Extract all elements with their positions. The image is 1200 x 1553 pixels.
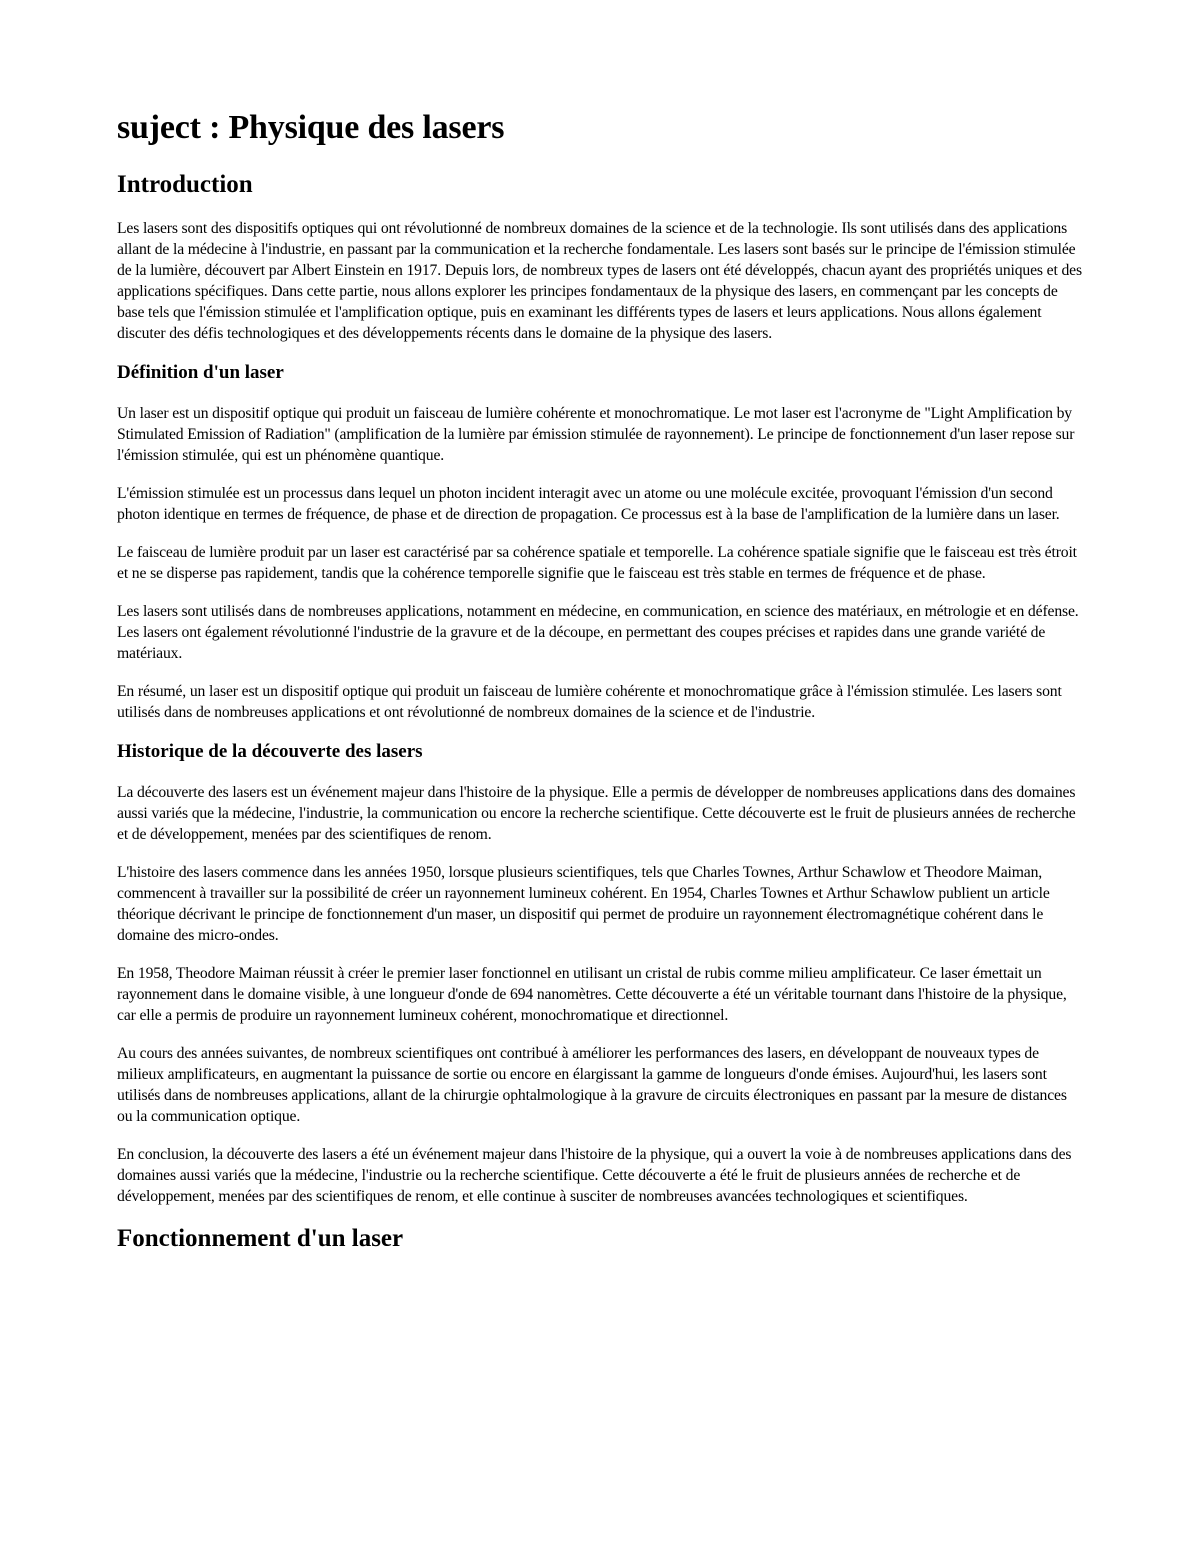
section-heading-introduction: Introduction bbox=[117, 171, 253, 198]
history-paragraph-4: Au cours des années suivantes, de nombreux scientifiques ont contribué à améliorer les performances des lasers, en développant de nouveaux types de milieux amplificateurs, en augmentant la puissance de sortie ou encore en élargissant la gamme de longueurs d'onde émises. Aujourd'hui, les lasers sont utilisés dans de nombreuses applications, allant de la chirurgie ophtalmologique à la gravure de circuits électroniques en passant par la mesure de distances ou la communication optique. bbox=[117, 1045, 1067, 1125]
definition-paragraph-2: L'émission stimulée est un processus dans lequel un photon incident interagit avec un atome ou une molécule excitée, provoquant l'émission d'un second photon identique en termes de fréquence, de phase et de direction de propagation. Ce processus est à la base de l'amplification de la lumière dans un laser. bbox=[117, 485, 1060, 523]
section-heading-functioning: Fonctionnement d'un laser bbox=[117, 1225, 404, 1252]
section-heading-definition: Définition d'un laser bbox=[117, 362, 284, 383]
history-paragraph-5: En conclusion, la découverte des lasers a été un événement majeur dans l'histoire de la physique, qui a ouvert la voie à de nombreuses applications dans des domaines aussi variés que la médecine, l'industrie ou la recherche scientifique. Cette découverte a été le fruit de plusieurs années de recherche et de développement, menées par des scientifiques de renom, et elle continue à susciter de nombreuses avancées technologiques et scientifiques. bbox=[117, 1146, 1072, 1205]
definition-paragraph-5: En résumé, un laser est un dispositif optique qui produit un faisceau de lumière cohérente et monochromatique grâce à l'émission stimulée. Les lasers sont utilisés dans de nombreuses applications et ont révolutionné de nombreux domaines de la science et de l'industrie. bbox=[117, 683, 1062, 721]
document-title: suject : Physique des lasers bbox=[117, 109, 505, 146]
definition-paragraph-3: Le faisceau de lumière produit par un laser est caractérisé par sa cohérence spatiale et temporelle. La cohérence spatiale signifie que le faisceau est très étroit et ne se disperse pas rapidement, tandis que la cohérence temporelle signifie que le faisceau est très stable en termes de fréquence et de phase. bbox=[117, 544, 1077, 582]
section-heading-history: Historique de la découverte des lasers bbox=[117, 741, 423, 762]
introduction-paragraph: Les lasers sont des dispositifs optiques qui ont révolutionné de nombreux domaines de la science et de la technologie. Ils sont utilisés dans des applications allant de la médecine à l'industrie, en passant par la communication et la recherche fondamentale. Les lasers sont basés sur le principe de l'émission stimulée de la lumière, découvert par Albert Einstein en 1917. Depuis lors, de nombreux types de lasers ont été développés, chacun ayant des propriétés uniques et des applications spécifiques. Dans cette partie, nous allons explorer les principes fondamentaux de la physique des lasers, en commençant par les concepts de base tels que l'émission stimulée et l'amplification optique, puis en examinant les différents types de lasers et leurs applications. Nous allons également discuter des défis technologiques et des développements récents dans le domaine de la physique des lasers. bbox=[117, 220, 1082, 342]
history-paragraph-1: La découverte des lasers est un événement majeur dans l'histoire de la physique. Elle a permis de développer de nombreuses applications dans des domaines aussi variés que la médecine, l'industrie, la communication ou encore la recherche scientifique. Cette découverte est le fruit de plusieurs années de recherche et de développement, menées par des scientifiques de renom. bbox=[117, 784, 1076, 843]
definition-paragraph-4: Les lasers sont utilisés dans de nombreuses applications, notamment en médecine, en communication, en science des matériaux, en métrologie et en défense. Les lasers ont également révolutionné l'industrie de la gravure et de la découpe, en permettant des coupes précises et rapides dans une grande variété de matériaux. bbox=[117, 603, 1079, 662]
definition-paragraph-1: Un laser est un dispositif optique qui produit un faisceau de lumière cohérente et monochromatique. Le mot laser est l'acronyme de "Light Amplification by Stimulated Emission of Radiation" (amplification de la lumière par émission stimulée de rayonnement). Le principe de fonctionnement d'un laser repose sur l'émission stimulée, qui est un phénomène quantique. bbox=[117, 405, 1075, 464]
history-paragraph-3: En 1958, Theodore Maiman réussit à créer le premier laser fonctionnel en utilisant un cristal de rubis comme milieu amplificateur. Ce laser émettait un rayonnement dans le domaine visible, à une longueur d'onde de 694 nanomètres. Cette découverte a été un véritable tournant dans l'histoire de la physique, car elle a permis de produire un rayonnement lumineux cohérent, monochromatique et directionnel. bbox=[117, 965, 1067, 1024]
document-page bbox=[117, 108, 1085, 1272]
history-paragraph-2: L'histoire des lasers commence dans les années 1950, lorsque plusieurs scientifiques, tels que Charles Townes, Arthur Schawlow et Theodore Maiman, commencent à travailler sur la possibilité de créer un rayonnement lumineux cohérent. En 1954, Charles Townes et Arthur Schawlow publient un article théorique décrivant le principe de fonctionnement d'un maser, un dispositif qui permet de produire un rayonnement électromagnétique cohérent dans le domaine des micro-ondes. bbox=[117, 864, 1050, 944]
